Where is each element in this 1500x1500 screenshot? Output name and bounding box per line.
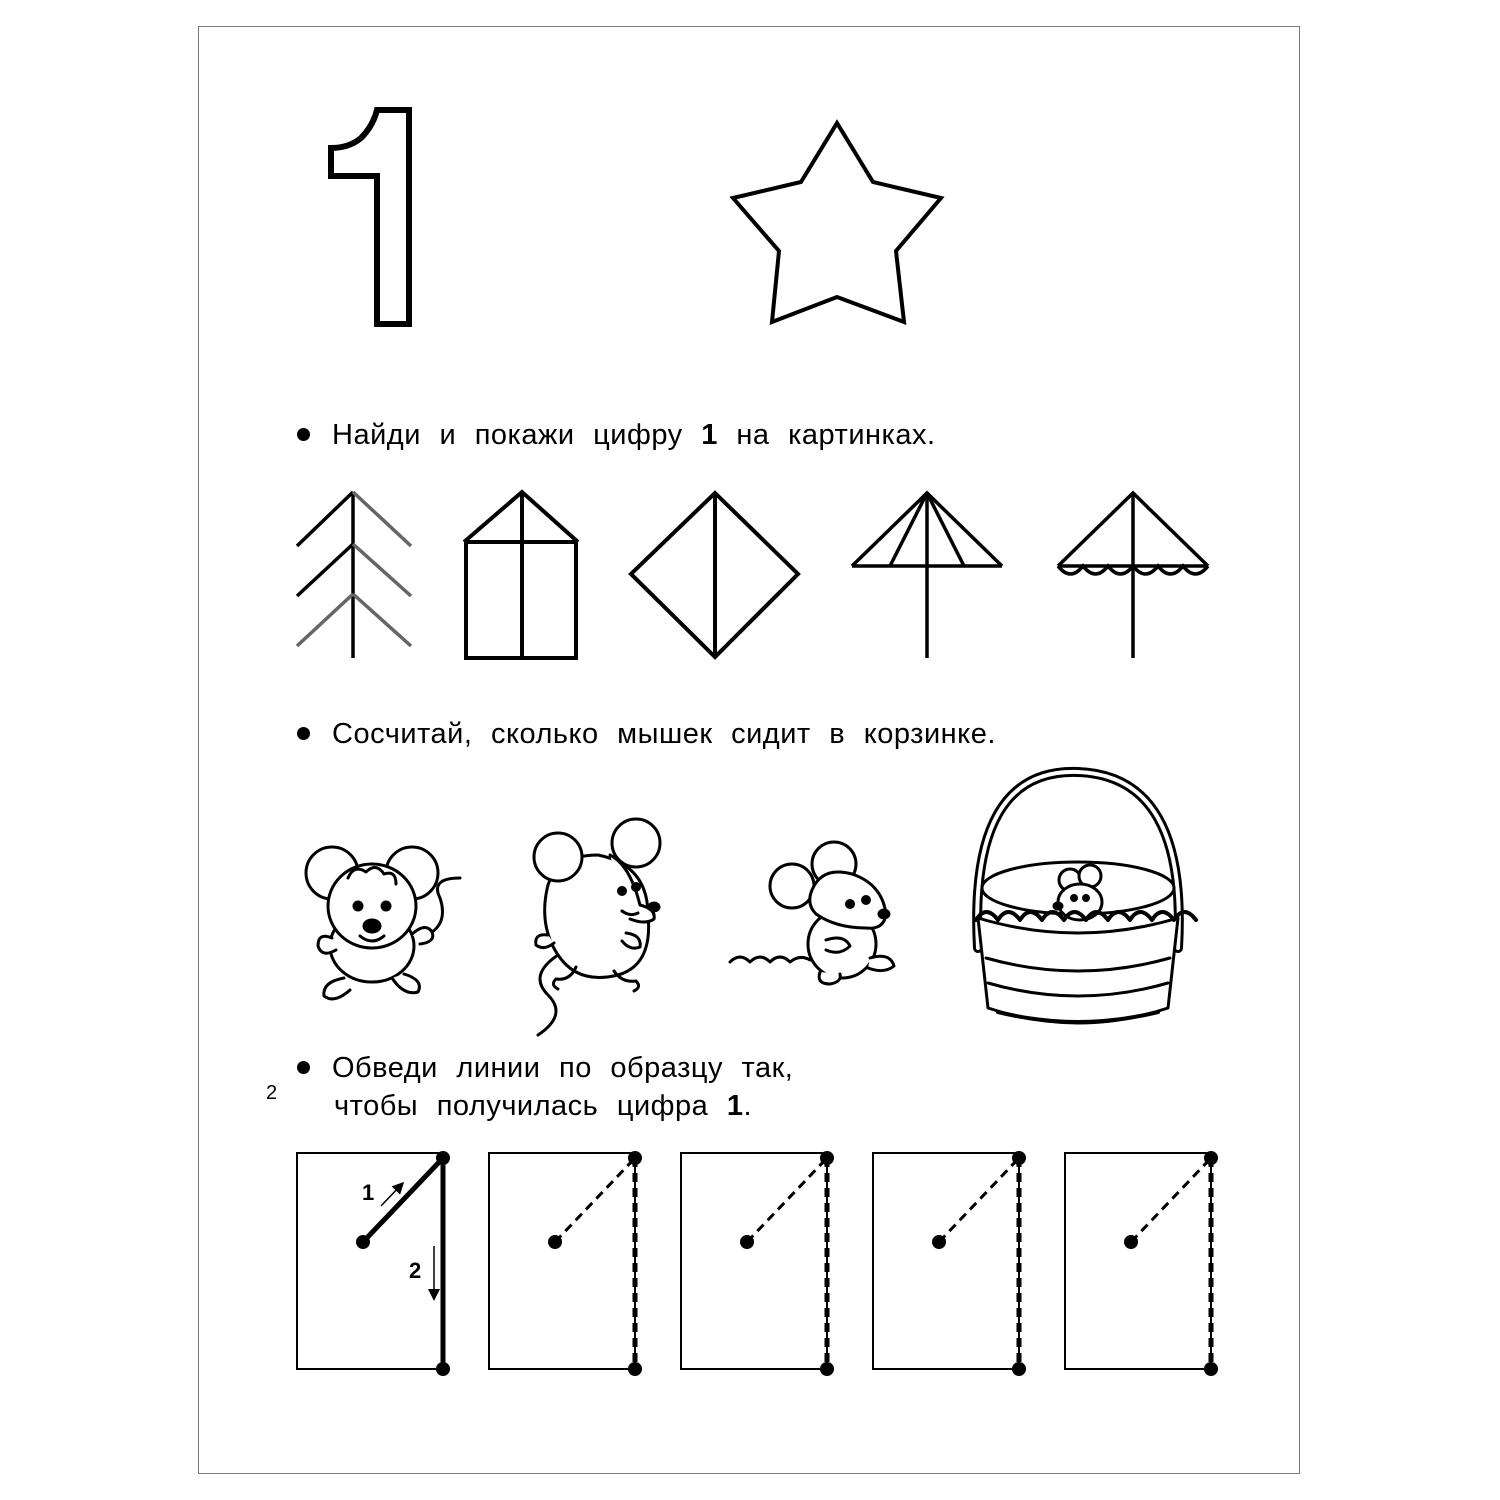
task-text: на картинках. [717, 419, 936, 451]
step-label-1: 1 [362, 1180, 375, 1205]
task-text: Найди и покажи цифру [332, 419, 702, 451]
task-text: . [743, 1090, 753, 1122]
tracing-cell[interactable] [1065, 1151, 1218, 1376]
task-text: Сосчитай, сколько мышек сидит в корзинке. [332, 718, 996, 750]
task-text-bold: 1 [701, 419, 718, 451]
task-text: чтобы получилась цифра [334, 1090, 727, 1122]
task-text: Обведи линии по образцу так, [332, 1052, 794, 1084]
tracing-cell[interactable] [489, 1151, 642, 1376]
tracing-cell[interactable] [681, 1151, 834, 1376]
tracing-cell[interactable] [873, 1151, 1026, 1376]
page-number: 2 [266, 1082, 278, 1104]
step-label-2: 2 [409, 1258, 422, 1283]
task-text-bold: 1 [726, 1090, 744, 1122]
